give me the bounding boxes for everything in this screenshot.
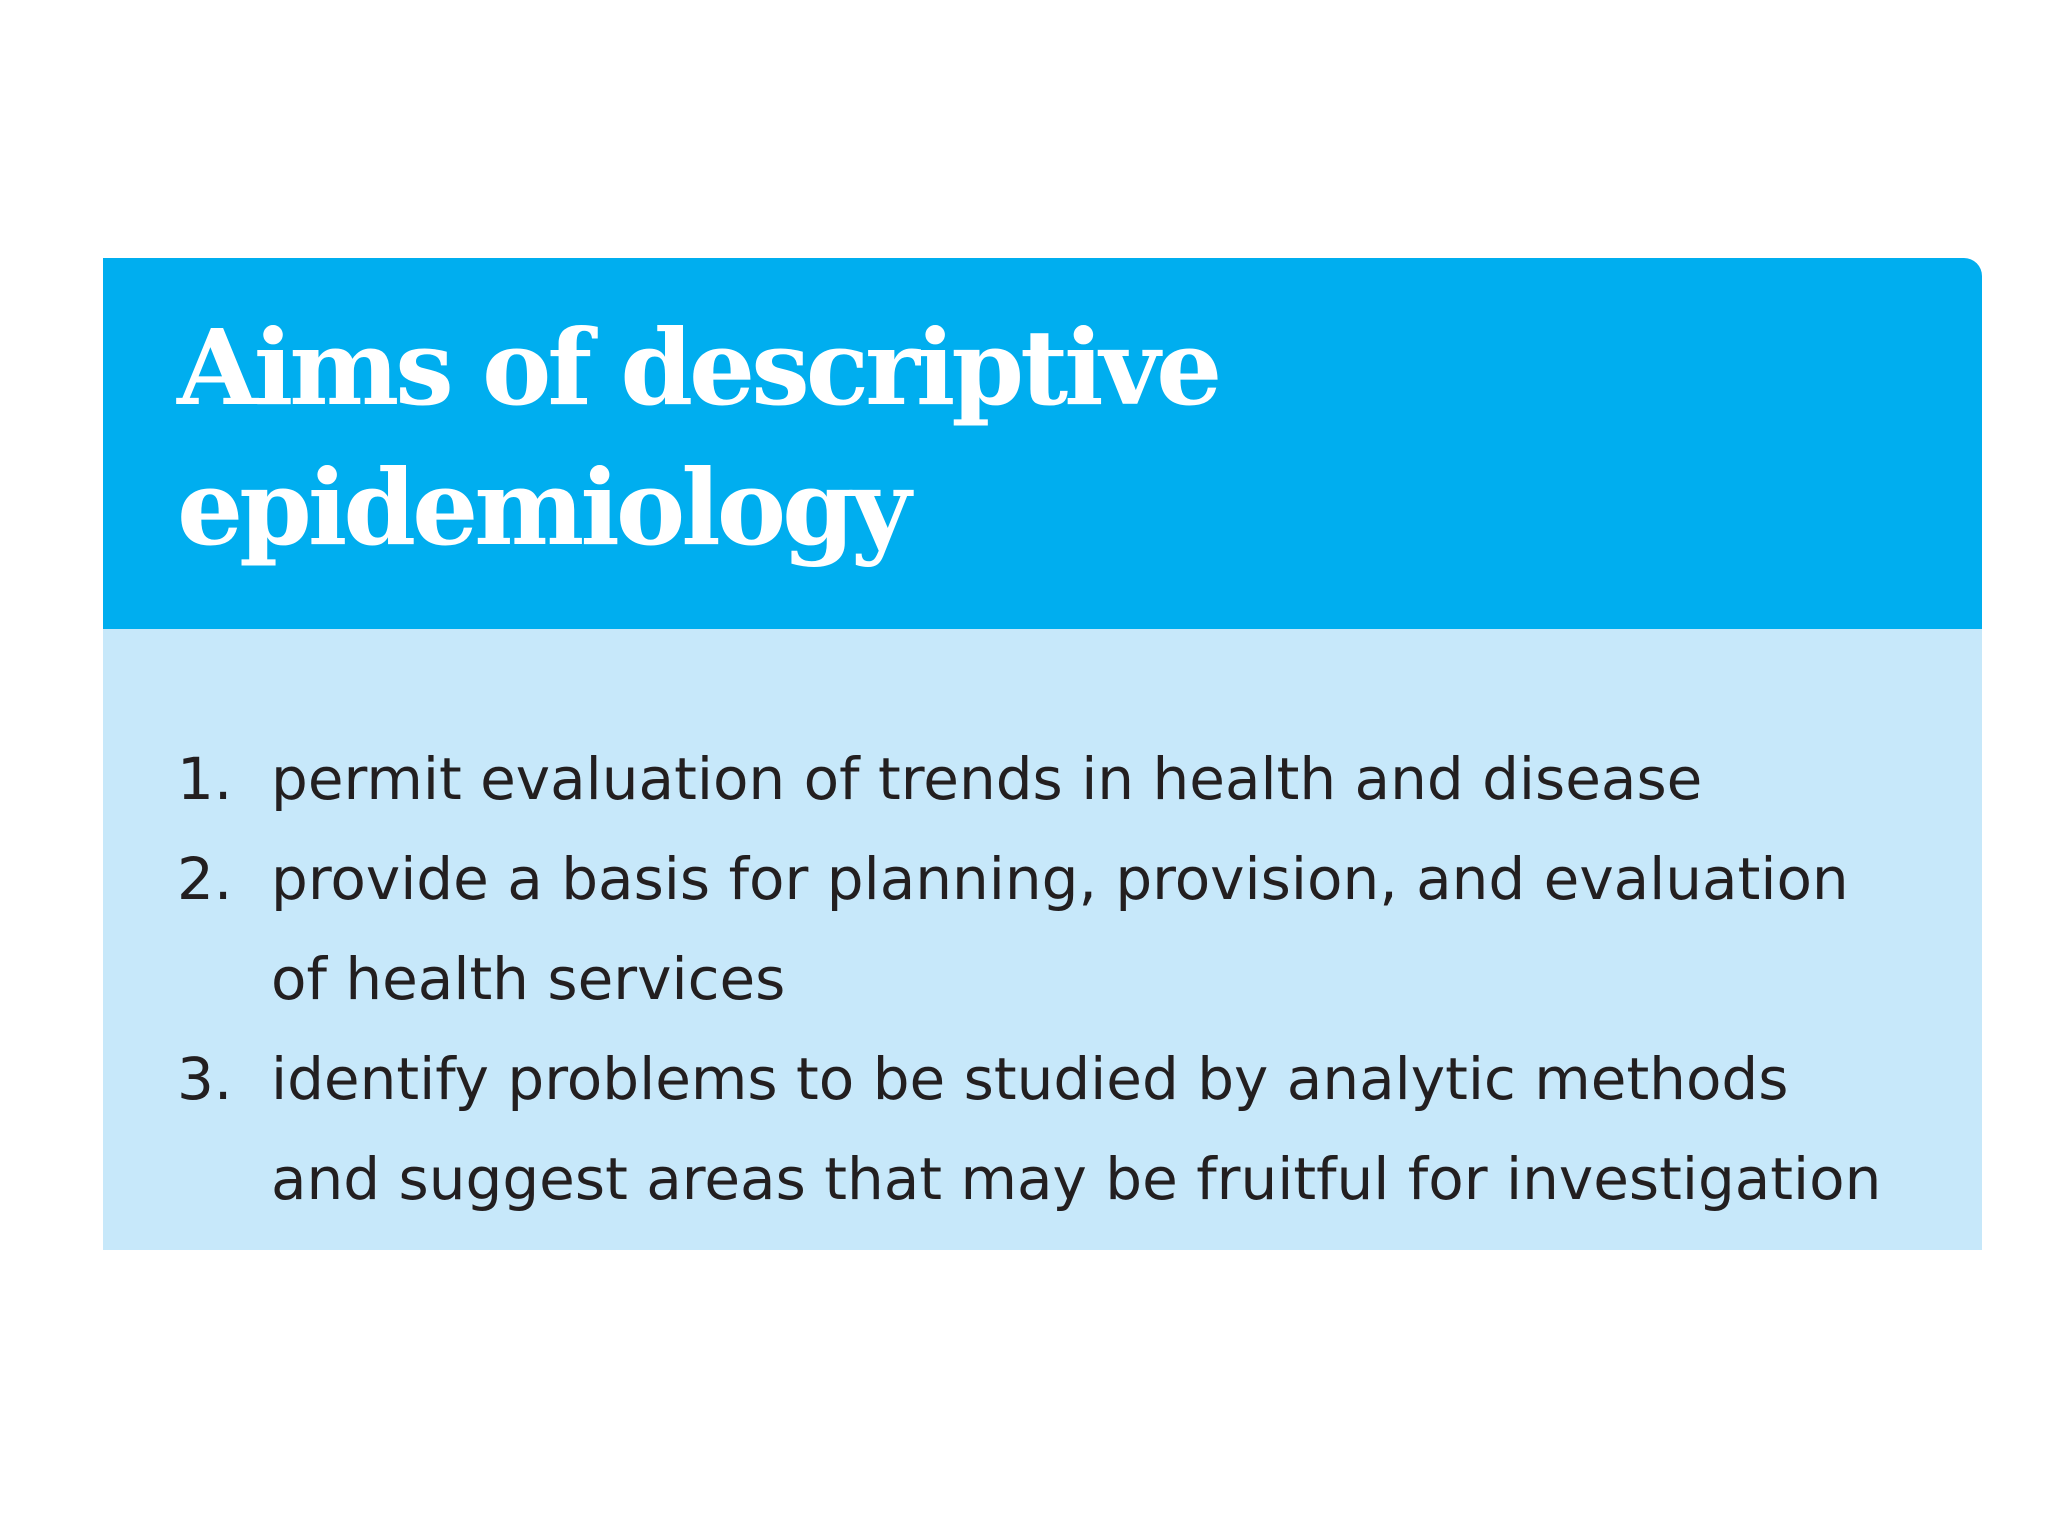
list-item-text — [271, 729, 1917, 829]
box-header — [103, 258, 1982, 629]
list-item — [177, 829, 1917, 1029]
list-item-number: 3. — [177, 1045, 233, 1113]
list-item-text-line: identify problems to be studied by analytic methods — [271, 1045, 1789, 1113]
list-item-text-line: permit evaluation of trends in health and disease — [271, 745, 1703, 813]
box-title-line-2: epidemiology — [177, 446, 908, 569]
list-item — [177, 1029, 1917, 1229]
list-item-text — [271, 1029, 1917, 1229]
box-body — [103, 629, 1982, 1250]
box-title — [177, 298, 1377, 578]
list-item — [177, 729, 1917, 829]
list-item-number: 1. — [177, 745, 233, 813]
aims-list — [177, 729, 1917, 1229]
list-item-text-line: and suggest areas that may be fruitful for investigation — [271, 1145, 1882, 1213]
list-item-text-line: of health services — [271, 945, 786, 1013]
info-box — [103, 258, 1982, 1250]
box-title-line-1: Aims of descriptive — [177, 306, 1219, 429]
list-item-number: 2. — [177, 845, 233, 913]
list-item-text — [271, 829, 1917, 1029]
list-item-text-line: provide a basis for planning, provision, and evaluation — [271, 845, 1849, 913]
